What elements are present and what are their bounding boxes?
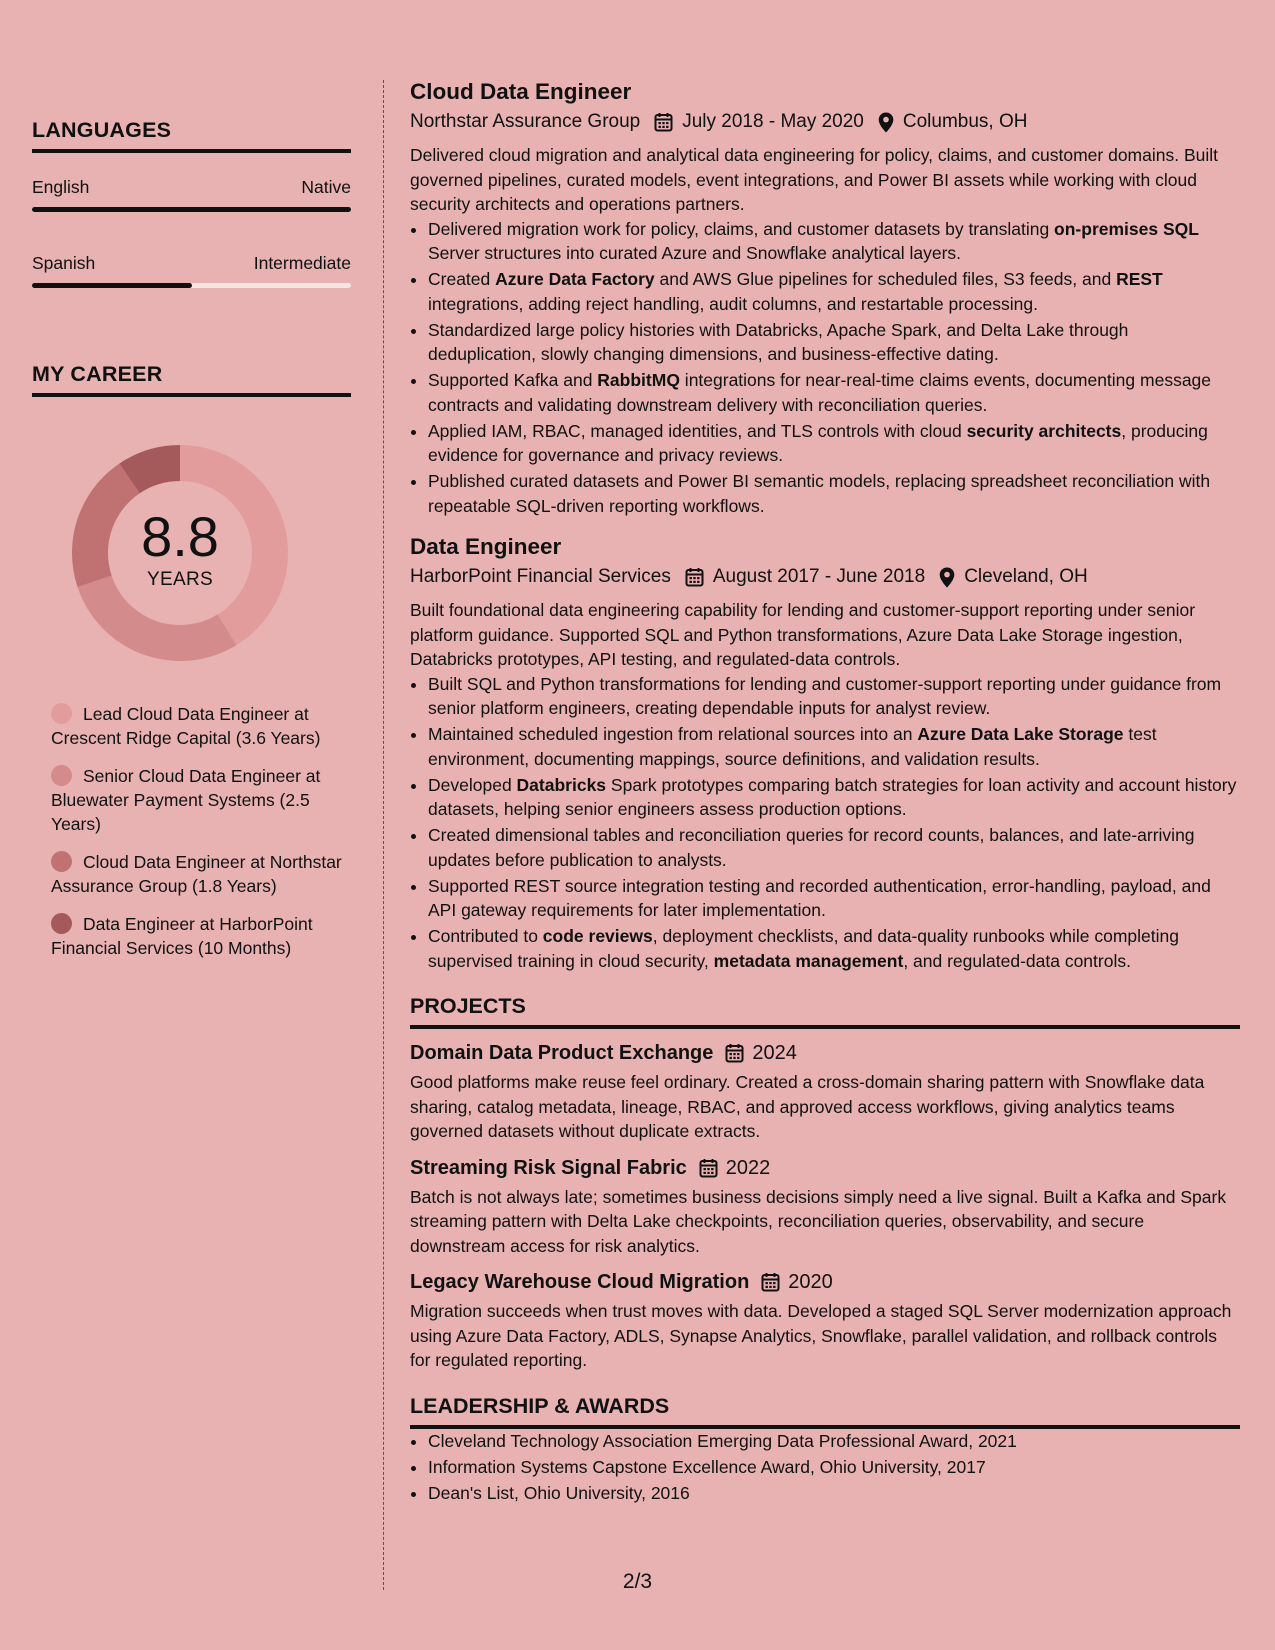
career-legend-item [51, 850, 351, 898]
bullet-keyword: Databricks [516, 774, 607, 795]
job-bullet [428, 924, 1240, 973]
job-meta [410, 564, 1240, 590]
location-pin-icon [878, 112, 894, 133]
project-description: Batch is not always late; sometimes business decisions simply need a live signal. Built a Kafka and Spark streaming pattern with Delta Lake checkpoints, reconciliation queries, observability, and secure downstream access for risk analytics. [410, 1186, 1227, 1256]
job-entry [410, 78, 1240, 518]
job-bullet [428, 469, 1240, 518]
bullet-text: Supported Kafka and [428, 370, 598, 390]
calendar-icon [761, 1272, 780, 1292]
job-company: HarborPoint Financial Services [410, 566, 671, 587]
career-heading: MY CAREER [32, 362, 351, 397]
project-header [410, 1269, 1240, 1295]
language-row [32, 253, 351, 274]
job-bullet [428, 267, 1240, 316]
bullet-text: , and regulated-data controls. [903, 950, 1131, 971]
job-title: Cloud Data Engineer [410, 79, 632, 104]
language-proficiency-bar [32, 207, 351, 212]
bullet-text: Developed [428, 774, 517, 795]
legend-dot [51, 703, 72, 724]
language-name: English [32, 177, 90, 197]
language-item [32, 177, 351, 212]
bullet-text: integrations, adding reject handling, audit columns, and restartable processing. [428, 293, 1038, 314]
project-entry [410, 1269, 1240, 1373]
career-donut-chart [65, 438, 295, 668]
job-bullet [428, 368, 1240, 417]
awards-heading: LEADERSHIP & AWARDS [410, 1394, 1240, 1429]
bullet-keyword: security architects [966, 420, 1122, 441]
job-location: Columbus, OH [902, 111, 1028, 132]
legend-dot [51, 765, 72, 786]
job-company: Northstar Assurance Group [410, 111, 641, 132]
project-year: 2020 [788, 1271, 833, 1293]
job-bullet [428, 217, 1240, 266]
job-bullet [428, 419, 1240, 468]
job-bullet [428, 722, 1240, 771]
career-legend-item [51, 702, 351, 750]
language-row [32, 177, 351, 198]
bullet-text: Created [428, 269, 496, 289]
project-header [410, 1040, 1240, 1066]
sidebar [32, 118, 351, 974]
job-summary: Built foundational data engineering capability for lending and customer-support reporting under senior platform guidance. Supported SQL and Python transformations, Azure Data Lake Storage ingestion, Databricks prototypes, API testing, and regulated-data controls. [410, 600, 1196, 669]
project-title: Domain Data Product Exchange [410, 1042, 714, 1064]
career-legend [51, 702, 351, 960]
projects-list [410, 1040, 1240, 1373]
job-dates: July 2018 - May 2020 [682, 111, 864, 132]
project-year: 2024 [752, 1042, 797, 1064]
bullet-text: , producing evidence for governance and privacy reviews. [428, 420, 1208, 465]
bullet-text: Created dimensional tables and reconciliation queries for record counts, balances, and late-arriving updates before publication to analysts. [428, 825, 1195, 870]
award-item: • Information Systems Capstone Excellence Award, Ohio University, 2017 [428, 1455, 1240, 1480]
bullet-text: Spark prototypes comparing batch strategies for loan activity and account history datasets, helping senior engineers assess production options. [428, 774, 1237, 819]
bullet-text: Delivered migration work for policy, claims, and customer datasets by translating [428, 218, 1055, 239]
language-name: Spanish [32, 253, 96, 273]
job-summary: Delivered cloud migration and analytical data engineering for policy, claims, and customer domains. Built governed pipelines, curated models, event integrations, and Power BI assets while working with cloud security architects and operations partners. [410, 145, 1219, 214]
bullet-text: Server structures into curated Azure and Snowflake analytical layers. [428, 243, 962, 263]
career-legend-label: Senior Cloud Data Engineer at Bluewater Payment Systems (2.5 Years) [51, 766, 321, 834]
bullet-text: Contributed to [428, 926, 543, 946]
job-dates: August 2017 - June 2018 [712, 566, 926, 587]
awards-list [410, 1429, 1240, 1506]
bullet-text: , deployment checklists, and data-quality runbooks while completing supervised training in cloud security, [428, 926, 1179, 971]
legend-dot [51, 913, 72, 934]
donut-center [65, 438, 295, 668]
award-item: • Cleveland Technology Association Emerging Data Professional Award, 2021 [428, 1429, 1240, 1454]
career-legend-item [51, 764, 351, 836]
job-meta [410, 109, 1240, 135]
calendar-icon [699, 1158, 718, 1178]
bullet-keyword: RabbitMQ [597, 370, 680, 390]
bullet-text: Applied IAM, RBAC, managed identities, and TLS controls with cloud [428, 420, 967, 441]
career-total-unit: YEARS [147, 569, 213, 590]
career-legend-label: Cloud Data Engineer at Northstar Assurance Group (1.8 Years) [51, 852, 342, 896]
career-section [32, 362, 351, 960]
project-entry [410, 1040, 1240, 1144]
projects-heading: PROJECTS [410, 994, 1240, 1029]
job-bullet [428, 672, 1240, 721]
bullet-text: Built SQL and Python transformations for lending and customer-support reporting under guidance from senior platform engineers, creating dependable inputs for analyst review. [428, 673, 1222, 718]
bullet-text: Supported REST source integration testing and recorded authentication, error-handling, payload, and API gateway requirements for later implementation. [428, 875, 1211, 920]
project-header [410, 1155, 1240, 1181]
calendar-icon [685, 567, 704, 587]
career-total-value: 8.8 [141, 505, 219, 568]
project-description: Good platforms make reuse feel ordinary. Created a cross-domain sharing pattern with Snowflake data sharing, catalog metadata, lineage, RBAC, and approved access workflows, giving analytics teams governed datasets without duplicate extracts. [410, 1072, 1205, 1141]
bullet-text: test environment, documenting mappings, source definitions, and validation results. [428, 724, 1157, 769]
project-description: Migration succeeds when trust moves with data. Developed a staged SQL Server modernization approach using Azure Data Factory, ADLS, Synapse Analytics, Snowflake, parallel validation, and rollback controls for regulated reporting. [410, 1301, 1232, 1370]
language-proficiency-fill [32, 207, 351, 212]
job-bullet [428, 874, 1240, 923]
job-bullet [428, 318, 1240, 367]
legend-dot [51, 851, 72, 872]
calendar-icon [725, 1043, 744, 1063]
bullet-text: and AWS Glue pipelines for scheduled files, S3 feeds, and [654, 269, 1117, 289]
job-bullets [410, 217, 1240, 519]
language-item [32, 253, 351, 288]
languages-list [32, 177, 351, 288]
award-item: • Dean's List, Ohio University, 2016 [428, 1481, 1240, 1506]
bullet-keyword: Azure Data Factory [495, 269, 655, 289]
bullet-text: Standardized large policy histories with Databricks, Apache Spark, and Delta Lake through deduplication, slowly changing dimensions, and business-effective dating. [428, 319, 1129, 364]
language-level: Intermediate [253, 253, 351, 273]
bullet-keyword: on-premises SQL [1054, 218, 1199, 239]
language-proficiency-bar [32, 283, 351, 288]
page-number: 2/3 [622, 1570, 653, 1593]
main-content [410, 78, 1240, 1507]
experience-list [410, 78, 1240, 973]
job-bullets [410, 672, 1240, 974]
job-bullet [428, 823, 1240, 872]
bullet-text: Published curated datasets and Power BI semantic models, replacing spreadsheet reconciliation with repeatable SQL-driven reporting workflows. [428, 471, 1211, 516]
job-bullet [428, 773, 1240, 822]
bullet-keyword: REST [1116, 269, 1163, 289]
job-location: Cleveland, OH [964, 566, 1088, 587]
bullet-keyword: metadata management [713, 950, 904, 971]
career-legend-item [51, 912, 351, 960]
job-entry [410, 533, 1240, 973]
location-pin-icon [939, 567, 955, 588]
career-legend-label: Data Engineer at HarborPoint Financial Services (10 Months) [51, 914, 313, 958]
language-proficiency-fill [32, 283, 192, 288]
project-year: 2022 [725, 1156, 771, 1179]
job-title: Data Engineer [410, 534, 562, 559]
language-level: Native [301, 177, 351, 197]
bullet-text: Maintained scheduled ingestion from relational sources into an [428, 724, 918, 744]
bullet-keyword: code reviews [542, 926, 653, 946]
bullet-text: integrations for near-real-time claims events, documenting message contracts and validating downstream delivery with reconciliation queries. [428, 370, 1212, 415]
languages-heading: LANGUAGES [32, 118, 351, 153]
project-title: Streaming Risk Signal Fabric [410, 1156, 687, 1179]
calendar-icon [654, 112, 673, 132]
project-title: Legacy Warehouse Cloud Migration [410, 1271, 750, 1293]
bullet-keyword: Azure Data Lake Storage [917, 724, 1124, 744]
column-divider [383, 80, 384, 1590]
career-legend-label: Lead Cloud Data Engineer at Crescent Ridge Capital (3.6 Years) [51, 704, 321, 748]
project-entry [410, 1155, 1240, 1259]
